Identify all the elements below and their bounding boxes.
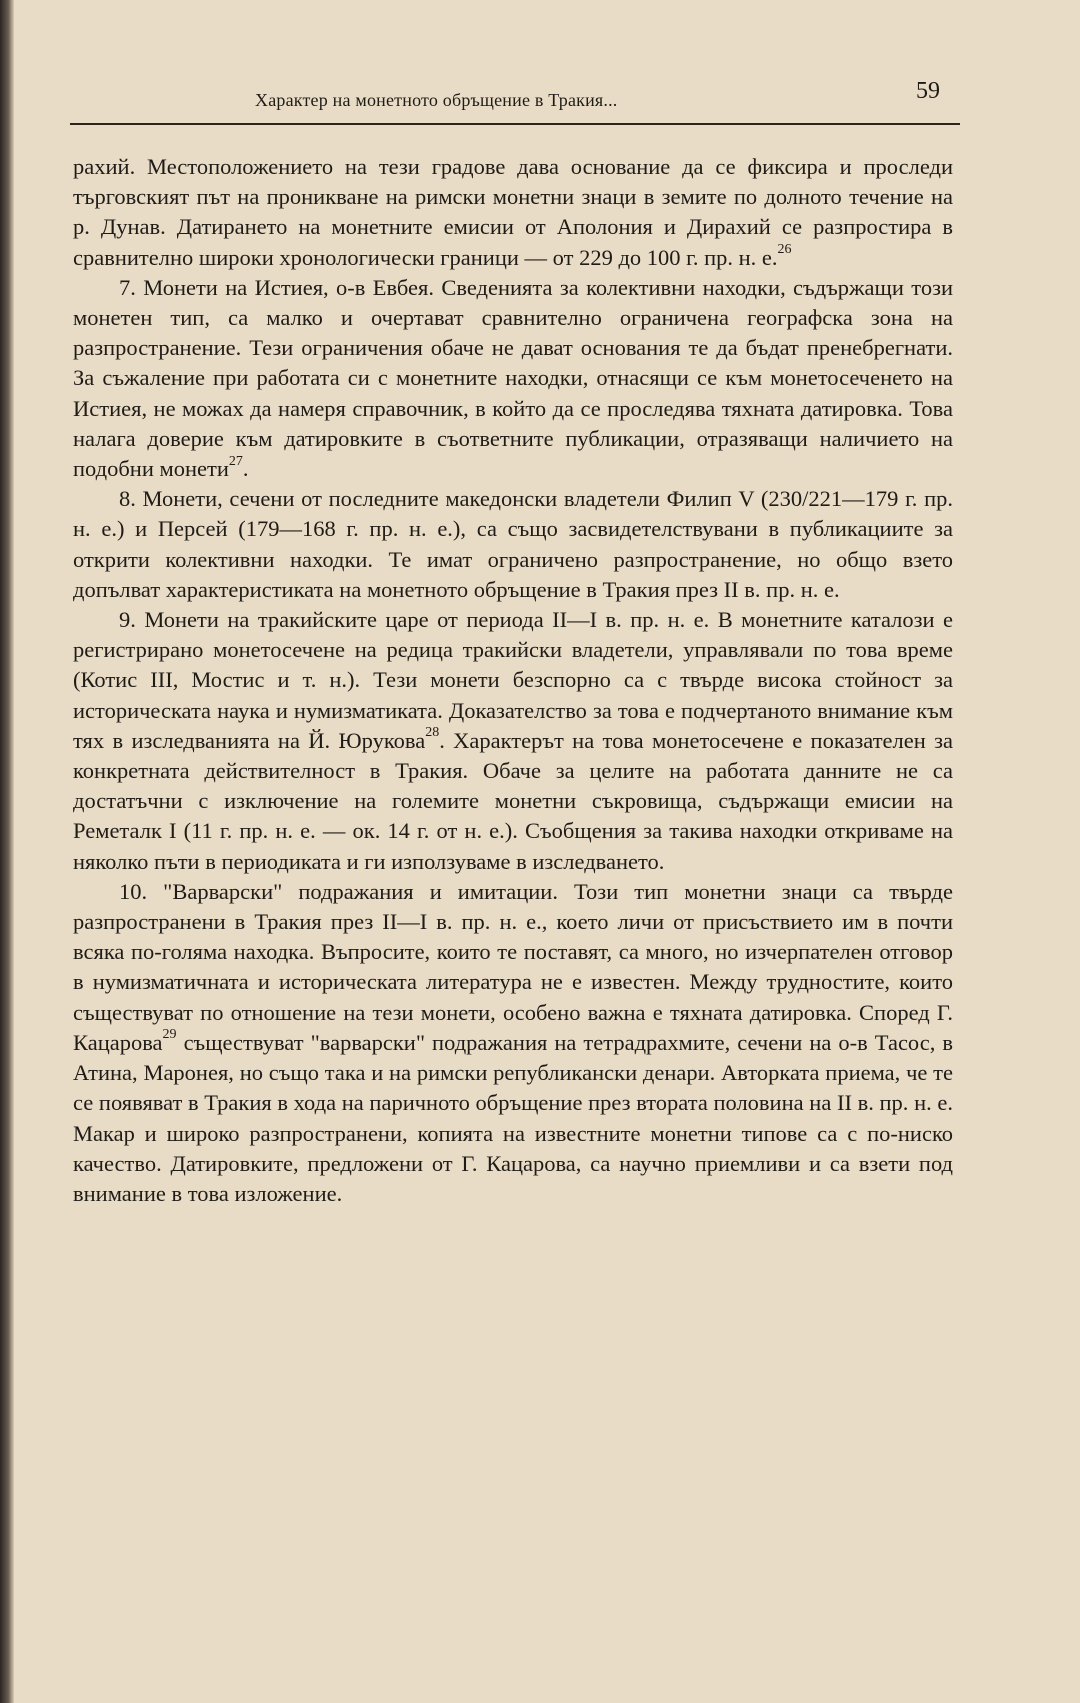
paragraph-item-10: 10. "Варварски" подражания и имитации. Този тип монетни знаци са твърде разпространени в Тракия през II—I в. пр. н. е., което личи от присъствието им в почти всяка по-голяма находка. Въпросите, които те поставят, са много, но изчерпателен отговор в нумизматичната и историческата литература не е известен. Между трудностите, които съществуват по отношение на тези монети, особено важна е тяхната датировка. Според Г. Кацарова$^{29}$ съществуват "варварски" подражания на тетрадрахмите, сечени на о-в Тасос, в Атина, Маронея, но също така и на римски републикански денари. Авторката приема, че те се появяват в Тракия в хода на паричното обръщение през втората половина на II в. пр. н. е. Макар и широко разпространени, копията на известните монетни типове са с по-ниско качество. Датировките, предложени от Г. Кацарова, са научно приемливи и са взети под внимание в това изложение. xyxy=(73,878,953,1206)
page-number: 59 xyxy=(916,78,940,104)
running-header-title: Характер на монетното обръщение в Тракия... xyxy=(255,90,618,110)
footnote-ref: 26 xyxy=(777,242,792,258)
paragraph-item-9: 9. Монети на тракийските царе от периода II—I в. пр. н. е. В монетните каталози е регистрирано монетосечене на редица тракийски владетели, управлявали по това време (Котис III, Мостис и т. н.). Тези монети безспорно са с твърде висока стойност за историческата наука и нумизматиката. Доказателство за това е подчертаното внимание към тях в изследванията на Й. Юрукова$^{28}$. Характерът на това монетосечене е показателен за конкретната действителност в Тракия. Обаче за целите на работата данните не са достатъчни с изключение на големите монетни съкровища, съдържащи емисии на Реметалк I (11 г. пр. н. е. — ок. 14 г. от н. е.). Съобщения за такива находки откриваме на няколко пъти в периодиката и ги използуваме в изследването. xyxy=(73,607,953,874)
body-text xyxy=(73,152,953,1209)
footnote-ref: 29 xyxy=(162,1027,177,1043)
running-header xyxy=(70,70,960,114)
header-rule xyxy=(70,123,960,125)
paragraph-continuation: рахий. Местоположението на тези градове дава основание да се фиксира и проследи търговският път на проникване на римски монетни знаци в земите по долното течение на р. Дунав. Датирането на монетните емисии от Аполония и Дирахий се разпростира в сравнително широки хронологически граници — от 229 до 100 г. пр. н. е.$^{26}$ xyxy=(73,154,953,270)
paragraph-item-7: 7. Монети на Истиея, о-в Евбея. Сведенията за колективни находки, съдържащи този монетен тип, са малко и очертават сравнително ограничена географска зона на разпространение. Тези ограничения обаче не дават основания те да бъдат пренебрегнати. За съжаление при работата си с монетните находки, отнасящи се към монетосеченето на Истиея, не можах да намеря справочник, в който да се проследява тяхната датировка. Това налага доверие към датировките в съответните публикации, отразяващи наличието на подобни монети$^{27}$. xyxy=(73,274,953,482)
book-page xyxy=(70,70,960,1206)
paragraph-item-8: 8. Монети, сечени от последните македонски владетели Филип V (230/221—179 г. пр. н. е.) и Персей (179—168 г. пр. н. е.), са също засвидетелствувани в публикациите за открити колективни находки. Те имат ограничено разпространение, но общо взето допълват характеристиката на монетното обръщение в Тракия през II в. пр. н. е. xyxy=(73,486,953,602)
book-binding-edge xyxy=(0,0,14,1703)
footnote-ref: 27 xyxy=(228,453,243,469)
footnote-ref: 28 xyxy=(425,725,440,741)
